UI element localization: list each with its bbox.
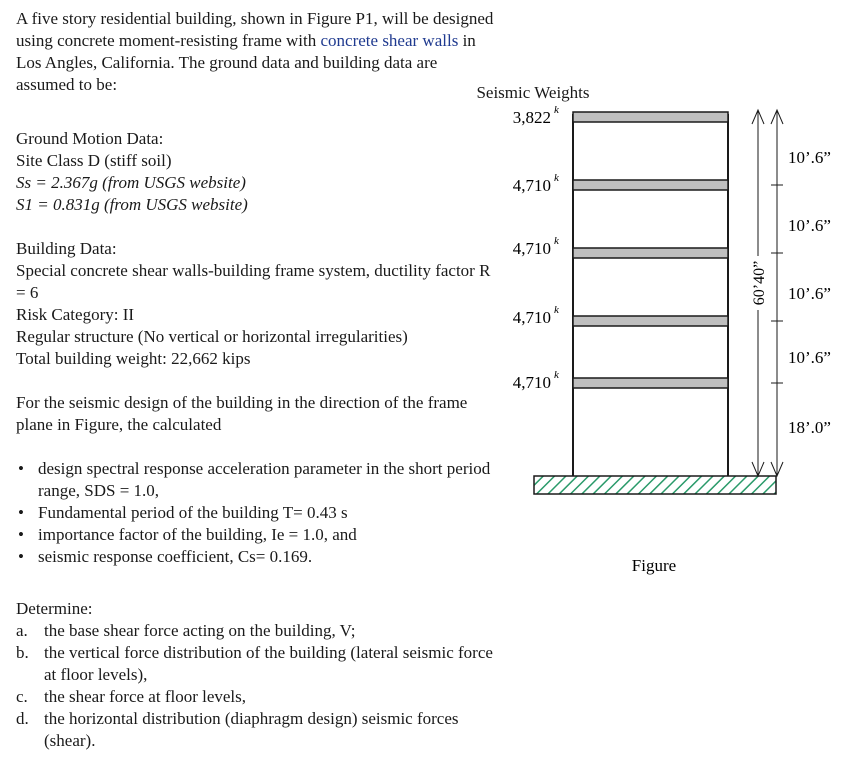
intro-text-1: A five story residential building, shown in Figure P1, will be designed using concrete moment-resisting frame with — [16, 9, 494, 50]
weight-label — [513, 104, 560, 127]
weight-label — [513, 304, 560, 327]
determine-item: c. the shear force at floor levels, — [16, 687, 247, 706]
svg-text:k: k — [554, 104, 559, 116]
weight-label — [513, 172, 560, 195]
weight-label — [513, 369, 560, 392]
story-height-label: 18’.0” — [788, 418, 831, 437]
total-height-label: 60’40” — [751, 260, 768, 306]
floor-slab-2 — [573, 378, 728, 388]
building-data-heading: Building Data: — [16, 239, 117, 258]
s1-value: S1 = 0.831g (from USGS website) — [16, 195, 248, 214]
story-height-label: 10’.6” — [788, 284, 831, 303]
figure-caption: Figure — [631, 556, 677, 575]
bullet-sds: • design spectral response acceleration parameter in the short period range, SDS = 1.0, — [16, 458, 496, 502]
floor-slab-3 — [573, 316, 728, 326]
bullet-cs: • seismic response coefficient, Cs= 0.169. — [16, 546, 496, 568]
intro-text-2: in Los Angles, California. The ground data and building data are assumed to be: — [16, 31, 476, 94]
svg-text:k: k — [554, 304, 559, 316]
roof-slab — [573, 112, 728, 122]
intro-link-text: concrete shear walls — [320, 31, 459, 50]
story-height-label: 10’.6” — [788, 216, 831, 235]
ground-base — [534, 476, 776, 494]
svg-text:k: k — [554, 172, 559, 184]
ground-motion-heading: Ground Motion Data: — [16, 129, 164, 148]
svg-text:4,710: 4,710 — [512, 373, 551, 392]
floor-slab-5 — [573, 180, 728, 190]
determine-item: d. the horizontal distribution (diaphragm design) seismic forces (shear). — [16, 709, 459, 750]
svg-text:4,710: 4,710 — [512, 308, 551, 327]
risk-category: Risk Category: II — [16, 305, 135, 324]
site-class: Site Class D (stiff soil) — [16, 151, 172, 170]
determine-item: b. the vertical force distribution of the building (lateral seismic force at floor levels), — [16, 643, 493, 684]
svg-text:k: k — [554, 369, 559, 381]
weight-label — [513, 235, 560, 258]
svg-text:4,710: 4,710 — [512, 176, 551, 195]
regular-structure: Regular structure (No vertical or horizontal irregularities) — [16, 327, 408, 346]
seismic-weights-title: Seismic Weights — [476, 83, 590, 102]
bullet-importance: • importance factor of the building, Ie = 1.0, and — [16, 524, 496, 546]
bullet-period: • Fundamental period of the building T= 0.43 s — [16, 502, 496, 524]
svg-text:3,822: 3,822 — [512, 108, 551, 127]
total-weight: Total building weight: 22,662 kips — [16, 349, 251, 368]
determine-item: a. the base shear force acting on the building, V; — [16, 621, 356, 640]
floor-slab-4 — [573, 248, 728, 258]
design-intro: For the seismic design of the building in the direction of the frame plane in Figure, the calculated — [16, 393, 468, 434]
system-description: Special concrete shear walls-building frame system, ductility factor R = 6 — [16, 261, 491, 302]
ss-value: Ss = 2.367g (from USGS website) — [16, 173, 246, 192]
story-height-label: 10’.6” — [788, 348, 831, 367]
svg-text:4,710: 4,710 — [512, 239, 551, 258]
svg-text:k: k — [554, 235, 559, 247]
story-height-label: 10’.6” — [788, 148, 831, 167]
determine-heading: Determine: — [16, 599, 93, 618]
